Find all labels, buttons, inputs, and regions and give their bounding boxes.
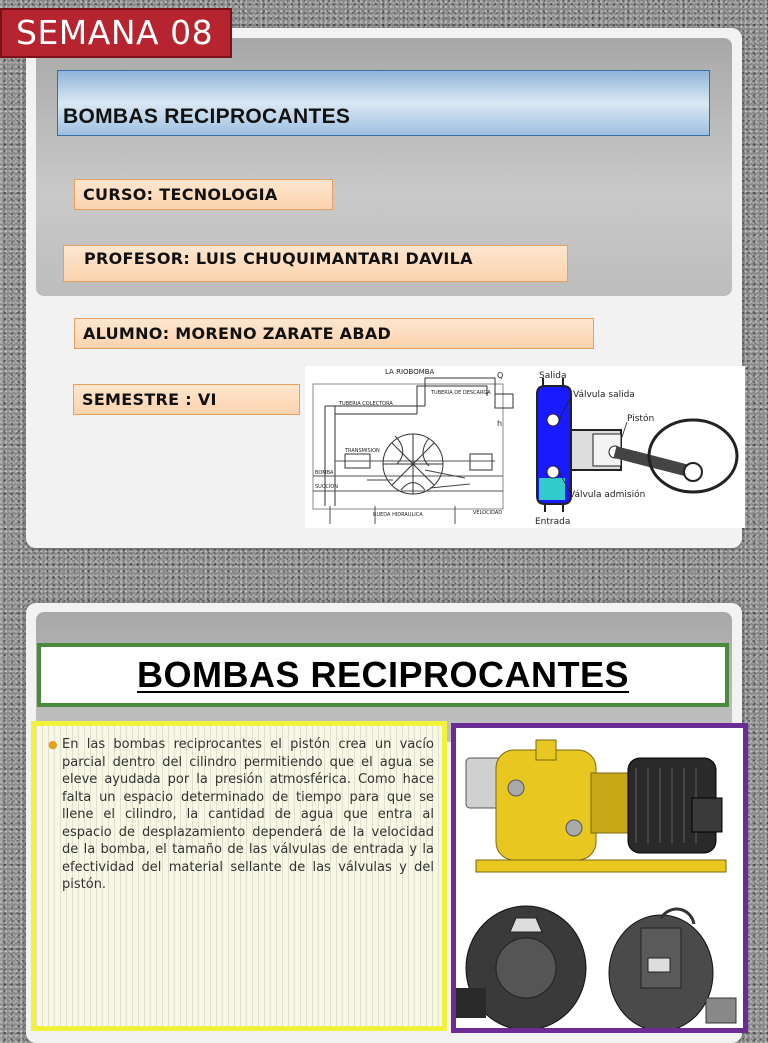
title-bar [57, 70, 710, 136]
pump-bolt [508, 780, 524, 796]
tank [495, 394, 513, 408]
flow-arrows [367, 470, 470, 488]
pipes [325, 378, 495, 506]
connecting-rod [615, 452, 693, 472]
label-entrada: Entrada [535, 517, 571, 527]
vertical-pump-plate [648, 958, 670, 972]
motor-box [692, 798, 722, 832]
label-bomba: BOMBA [315, 470, 334, 476]
label-valvula-admision: Válvula admisión [569, 490, 646, 500]
crank-pin [684, 463, 702, 481]
inlet-water [539, 478, 565, 500]
slide-2-heading [37, 643, 729, 707]
description-paragraph: En las bombas reciprocantes el pistón crea un vacío parcial dentro del cilindro permitiendo que el agua se eleve ayudada por la presión atmosférica. Como hace falta un espacio determinado de tiempo para que se llene el cilindro, la cantidad de agua que entra al espacio de desplazamiento dependerá de la velocidad de la bomba, el tamaño de las válvulas de entrada y la efectividad del material sellante de las válvulas y del pistón. [62, 737, 434, 892]
page-title: BOMBAS RECIPROCANTES [63, 105, 351, 128]
label-piston: Pistón [627, 414, 655, 424]
label-transmision: TRANSMISION [345, 448, 380, 454]
riobomba-diagram [305, 366, 523, 528]
pump-box [470, 454, 492, 470]
split-case-pump-photo [456, 906, 586, 1028]
piston-pump-diagram-svg [523, 366, 745, 528]
piston-pump-diagram [523, 366, 745, 528]
label-tuberia-descarga: TUBERIA DE DESCARGA [431, 390, 491, 396]
vertical-pump-flange [706, 998, 736, 1023]
semester-label: SEMESTRE : VI [73, 384, 300, 415]
label-succion: SUCCION [315, 484, 338, 490]
pump-base [476, 860, 726, 872]
yellow-pump-photo [466, 740, 726, 872]
week-tag: SEMANA 08 [0, 8, 232, 58]
course-label: CURSO: TECNOLOGIA [74, 179, 333, 210]
label-velocidad: VELOCIDAD [473, 510, 503, 516]
slide-2-heading-text: BOMBAS RECIPROCANTES [136, 654, 630, 695]
professor-label: PROFESOR: LUIS CHUQUIMANTARI DAVILA [63, 245, 568, 282]
label-salida: Salida [539, 371, 567, 381]
split-case-plate [510, 918, 542, 932]
pump-photos-panel [451, 723, 748, 1033]
student-label: ALUMNO: MORENO ZARATE ABAD [74, 318, 594, 349]
pump-bolt [566, 820, 582, 836]
label-valvula-salida: Válvula salida [573, 390, 635, 400]
water-lines [313, 461, 503, 491]
split-case-volute [496, 938, 556, 998]
pump-outlet [536, 740, 556, 760]
wheel-spokes [383, 434, 443, 494]
label-tuberia-colectora: TUBERIA COLECTORA [339, 401, 393, 407]
inlet-valve [547, 466, 559, 478]
pump-photos-svg [456, 728, 743, 1028]
outlet-valve [547, 414, 559, 426]
riobomba-diagram-svg [305, 366, 523, 528]
description-body [48, 736, 434, 894]
pump-coupling [591, 773, 631, 833]
pump-casing [496, 750, 596, 860]
bullet-icon: ● [48, 738, 58, 751]
label-q: Q [497, 371, 504, 380]
label-h: h [497, 419, 503, 428]
label-rueda-hidraulica: RUEDA HIDRAULICA [373, 512, 423, 518]
description-panel [31, 721, 447, 1031]
diagram-title: LA RIOBOMBA [385, 368, 435, 376]
split-case-flange [456, 988, 486, 1018]
vertical-pump-photo [609, 909, 736, 1028]
